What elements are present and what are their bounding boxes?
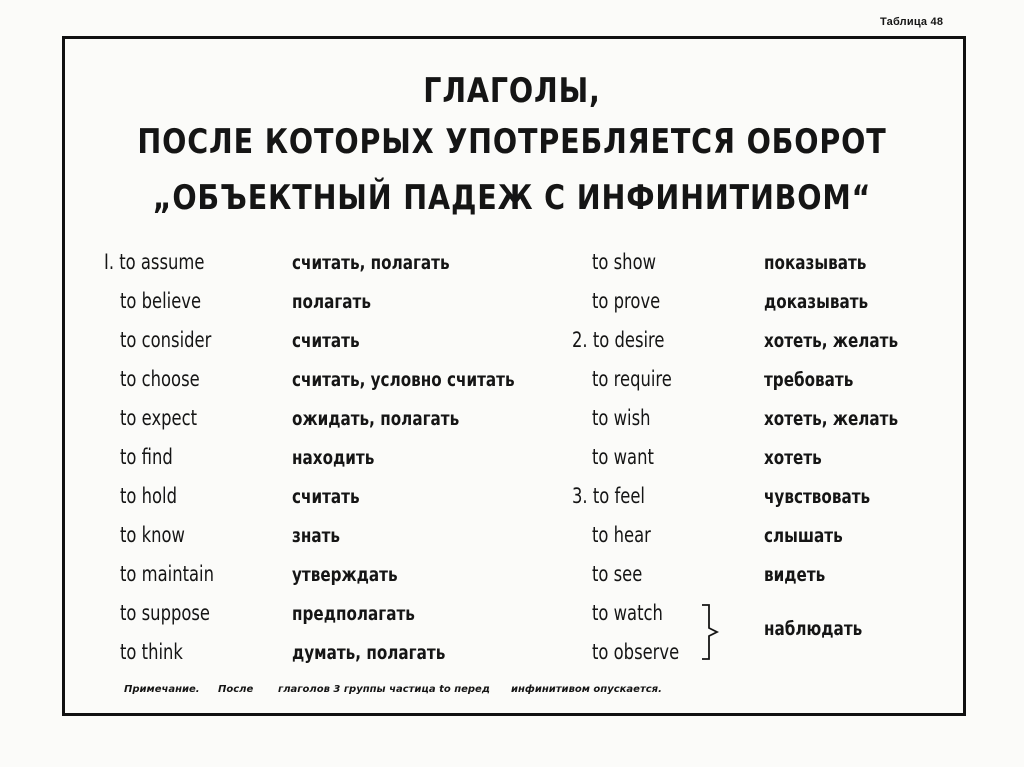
verb-ru: считать	[292, 486, 360, 508]
verb-ru: считать, полагать	[292, 252, 450, 274]
verb-ru: думать, полагать	[292, 642, 446, 664]
verb-en: to watch	[592, 601, 663, 625]
verb-ru: полагать	[292, 291, 371, 313]
verb-en: to know	[120, 523, 185, 547]
verb-en: to want	[592, 445, 654, 469]
verb-en: to expect	[120, 406, 198, 430]
verb-ru: знать	[292, 525, 341, 547]
verb-en: to suppose	[120, 601, 211, 625]
verb-ru: доказывать	[764, 291, 869, 313]
verb-ru: хотеть, желать	[764, 330, 899, 352]
verb-en: to show	[592, 250, 656, 274]
verb-en: to observe	[592, 640, 680, 664]
verb-ru: чувствовать	[764, 486, 871, 508]
verb-ru: ожидать, полагать	[292, 408, 460, 430]
curly-brace-icon	[700, 603, 722, 661]
verb-ru-bracketed: наблюдать	[764, 618, 863, 640]
verb-en: 3. to feel	[572, 484, 645, 508]
verb-ru: видеть	[764, 564, 826, 586]
verb-ru: хотеть, желать	[764, 408, 899, 430]
verb-en: to consider	[120, 328, 212, 352]
note-text: инфинитивом опускается.	[511, 684, 662, 695]
verb-ru: утверждать	[292, 564, 398, 586]
verb-ru: слышать	[764, 525, 843, 547]
verb-en: to see	[592, 562, 643, 586]
note-text: После	[218, 684, 254, 695]
verb-ru: находить	[292, 447, 375, 469]
verb-en: to choose	[120, 367, 200, 391]
verb-ru: требовать	[764, 369, 854, 391]
verb-ru: хотеть	[764, 447, 822, 469]
verb-en: to think	[120, 640, 183, 664]
note-label: Примечание.	[124, 684, 200, 695]
verb-en: to find	[120, 445, 173, 469]
verb-en: to hold	[120, 484, 178, 508]
verb-ru: предполагать	[292, 603, 415, 625]
page-subtitle-line-2: „ОБЪЕКТНЫЙ ПАДЕЖ С ИНФИНИТИВОМ“	[152, 178, 872, 218]
page-title: ГЛАГОЛЫ,	[423, 71, 601, 111]
verb-en: I. to assume	[104, 250, 205, 274]
verb-en: to maintain	[120, 562, 214, 586]
note-text: глаголов 3 группы частица to перед	[278, 684, 490, 695]
verb-en: to prove	[592, 289, 661, 313]
verb-en: to wish	[592, 406, 651, 430]
verb-ru: показывать	[764, 252, 867, 274]
page-subtitle-line-1: ПОСЛЕ КОТОРЫХ УПОТРЕБЛЯЕТСЯ ОБОРОТ	[137, 122, 887, 162]
table-number: Таблица 48	[880, 16, 944, 28]
verb-en: 2. to desire	[572, 328, 665, 352]
verb-en: to hear	[592, 523, 651, 547]
verb-en: to believe	[120, 289, 202, 313]
verb-ru: считать, условно считать	[292, 369, 515, 391]
verb-en: to require	[592, 367, 672, 391]
verb-ru: считать	[292, 330, 360, 352]
